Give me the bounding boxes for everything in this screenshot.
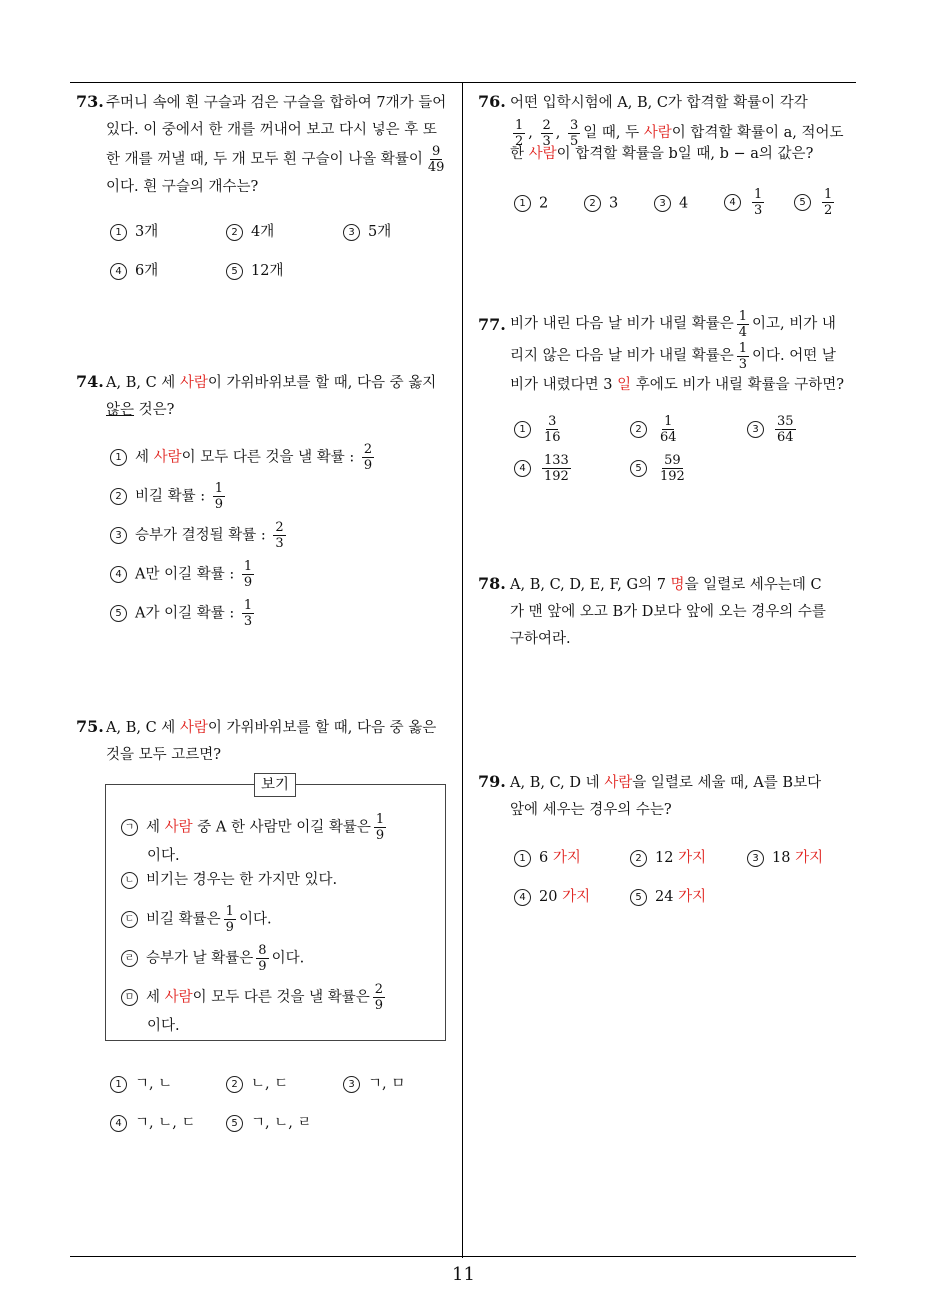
- question-number: 77.: [478, 315, 506, 334]
- question-number: 76.: [478, 92, 506, 111]
- option-4[interactable]: 4 20 가지: [514, 885, 590, 906]
- option-3[interactable]: 3 4: [654, 195, 688, 212]
- option-1[interactable]: 1 세 사람이 모두 다른 것을 낼 확률 : $\frac{2}{9}$: [110, 442, 377, 473]
- option-5[interactable]: 5 A가 이길 확률 : $\frac{1}{3}$: [110, 598, 257, 629]
- option-4[interactable]: 4 A만 이길 확률 : $\frac{1}{9}$: [110, 559, 257, 590]
- option-4[interactable]: 4 $\frac{1}{3}$: [724, 187, 767, 218]
- column-divider: [462, 82, 463, 1258]
- question-number: 73.: [76, 92, 104, 111]
- option-3[interactable]: 3 $\frac{35}{64}$: [747, 414, 799, 445]
- option-4[interactable]: 4 ㄱ, ㄴ, ㄷ: [110, 1111, 195, 1132]
- question-text: A, B, C 세 사람이 가위바위보를 할 때, 다음 중 옳은 것을 모두 고르면?: [106, 720, 437, 763]
- question-text: A, B, C 세 사람이 가위바위보를 할 때, 다음 중 옳지 않은 것은?: [106, 375, 437, 418]
- option-3[interactable]: 3 18 가지: [747, 846, 823, 867]
- example-item-b: ㄴ 비기는 경우는 한 가지만 있다.: [121, 867, 337, 894]
- example-item-e: ㅁ 세 사람이 모두 다른 것을 낼 확률은 $\frac{2}{9}$ 이다.: [121, 982, 431, 1040]
- example-item-d: ㄹ 승부가 날 확률은 $\frac{8}{9}$ 이다.: [121, 943, 304, 974]
- option-1[interactable]: 1 3개: [110, 220, 158, 241]
- option-2[interactable]: 2 ㄴ, ㄷ: [226, 1072, 288, 1093]
- question-text: A, B, C, D 네 사람을 일렬로 세울 때, A를 B보다 앞에 세우는 경우의 수는?: [510, 775, 822, 818]
- top-rule: [70, 82, 856, 83]
- option-2[interactable]: 2 12 가지: [630, 846, 706, 867]
- example-item-a: ㄱ 세 사람 중 A 한 사람만 이길 확률은 $\frac{1}{9}$ 이다.: [121, 812, 431, 870]
- option-1[interactable]: 1 $\frac{3}{16}$: [514, 414, 566, 445]
- option-2[interactable]: 2 3: [584, 195, 618, 212]
- example-item-c: ㄷ 비길 확률은 $\frac{1}{9}$ 이다.: [121, 904, 272, 935]
- option-2[interactable]: 2 $\frac{1}{64}$: [630, 414, 682, 445]
- example-box-title: 보기: [254, 773, 296, 797]
- option-1[interactable]: 1 2: [514, 195, 548, 212]
- option-3[interactable]: 3 ㄱ, ㅁ: [343, 1072, 405, 1093]
- option-2[interactable]: 2 비길 확률 : $\frac{1}{9}$: [110, 481, 228, 512]
- question-number: 78.: [478, 574, 506, 593]
- question-text: 주머니 속에 흰 구슬과 검은 구슬을 합하여 7개가 들어 있다. 이 중에서 한 개를 꺼내어 보고 다시 넣은 후 또 한 개를 꺼낼 때, 두 개 모두 흰 구슬이 나올 확률이 $\frac{9}{49}$ 이다. 흰 구슬의 개수는?: [106, 95, 447, 195]
- option-3[interactable]: 3 승부가 결정될 확률 : $\frac{2}{3}$: [110, 520, 289, 551]
- question-text: A, B, C, D, E, F, G의 7 명을 일렬로 세우는데 C 가 맨 앞에 오고 B가 D보다 앞에 오는 경우의 수를 구하여라.: [510, 577, 826, 647]
- bottom-rule: [70, 1256, 856, 1257]
- option-4[interactable]: 4 6개: [110, 259, 158, 280]
- option-4[interactable]: 4 $\frac{133}{192}$: [514, 453, 574, 484]
- option-1[interactable]: 1 6 가지: [514, 846, 581, 867]
- option-5[interactable]: 5 $\frac{59}{192}$: [630, 453, 690, 484]
- question-number: 74.: [76, 372, 104, 391]
- question-text: 비가 내린 다음 날 비가 내릴 확률은 $\frac{1}{4}$ 이고, 비가 내 리지 않은 다음 날 비가 내릴 확률은 $\frac{1}{3}$ 이다. 어떤 날 비가 내렸다면 3 일 후에도 비가 내릴 확률을 구하면?: [510, 308, 845, 393]
- question-number: 79.: [478, 772, 506, 791]
- fraction: $\frac{9}{49}$: [427, 144, 445, 175]
- question-number: 75.: [76, 717, 104, 736]
- option-5[interactable]: 5 $\frac{1}{2}$: [794, 187, 837, 218]
- option-5[interactable]: 5 12개: [226, 259, 283, 280]
- option-5[interactable]: 5 24 가지: [630, 885, 706, 906]
- option-2[interactable]: 2 4개: [226, 220, 274, 241]
- question-text: 어떤 입학시험에 A, B, C가 합격할 확률이 각각 $\frac{1}{2}$ , $\frac{2}{3}$ , $\frac{3}{5}$ 일 때, 두 사람이 합격할 확률이 a, 적어도 한 사람이 합격할 확률을 b일 때, b − a의 값은?: [510, 95, 844, 162]
- option-1[interactable]: 1 ㄱ, ㄴ: [110, 1072, 172, 1093]
- option-5[interactable]: 5 ㄱ, ㄴ, ㄹ: [226, 1111, 311, 1132]
- page-number: 11: [452, 1264, 475, 1285]
- option-3[interactable]: 3 5개: [343, 220, 391, 241]
